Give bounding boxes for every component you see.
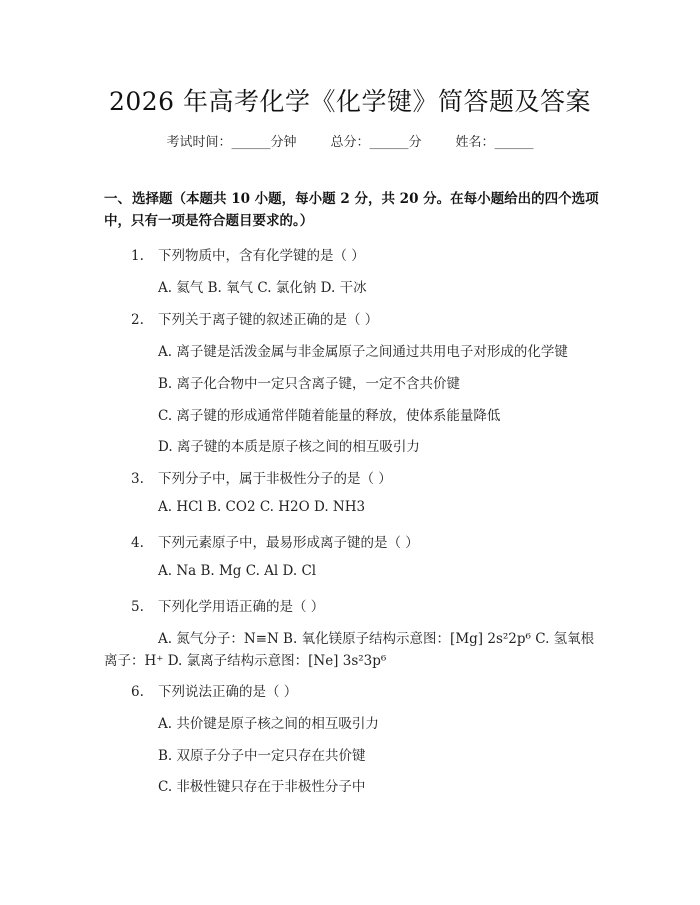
question-text: 下列化学用语正确的是（ ） (158, 599, 325, 615)
question-text: 下列元素原子中，最易形成离子键的是（ ） (158, 535, 419, 551)
question-2-option-b: B. 离子化合物中一定只含离子键，一定不含共价键 (158, 376, 461, 392)
section-heading (104, 188, 604, 232)
question-6-option-b: B. 双原子分子中一定只存在共价键 (158, 748, 366, 764)
question-number: 5. (131, 599, 144, 615)
exam-meta (0, 131, 700, 150)
question-4-options: A. Na B. Mg C. Al D. Cl (158, 563, 317, 579)
question-5-options-line2: 离子：H⁺ D. 氯离子结构示意图：[Ne] 3s²3p⁶ (104, 653, 387, 669)
question-number: 6. (131, 684, 144, 700)
question-number: 4. (131, 535, 144, 551)
question-number: 2. (131, 312, 144, 328)
student-name-label: 姓名：______ (455, 135, 534, 150)
question-text: 下列说法正确的是（ ） (158, 684, 298, 700)
question-3-options: A. HCl B. CO2 C. H2O D. NH3 (158, 499, 366, 515)
question-6 (131, 680, 297, 700)
total-score-label: 总分：______分 (330, 135, 422, 150)
question-1 (131, 244, 365, 264)
section-text-line2: 中，只有一项是符合题目要求的。） (104, 213, 314, 229)
question-1-options: A. 氦气 B. 氧气 C. 氯化钠 D. 干冰 (158, 280, 367, 296)
question-5-options-line1: A. 氮气分子：N≡N B. 氧化镁原子结构示意图：[Mg] 2s²2p⁶ C. 氢氧根 (158, 631, 595, 647)
question-2 (131, 308, 378, 328)
question-2-option-c: C. 离子键的形成通常伴随着能量的释放，使体系能量降低 (158, 408, 501, 424)
question-6-option-c: C. 非极性键只存在于非极性分子中 (158, 779, 366, 795)
question-text: 下列物质中，含有化学键的是（ ） (158, 248, 365, 264)
question-text: 下列关于离子键的叙述正确的是（ ） (158, 312, 379, 328)
question-number: 1. (131, 248, 144, 264)
question-5 (131, 595, 324, 615)
section-number: 一、 (104, 191, 131, 207)
question-2-option-a: A. 离子键是活泼金属与非金属原子之间通过共用电子对形成的化学键 (158, 344, 568, 360)
question-text: 下列分子中，属于非极性分子的是（ ） (158, 471, 392, 487)
section-text-line1: 选择题（本题共 10 小题，每小题 2 分，共 20 分。在每小题给出的四个选项 (132, 191, 599, 207)
question-number: 3. (131, 471, 144, 487)
page-title: 2026 年高考化学《化学键》简答题及答案 (108, 87, 592, 116)
question-3 (131, 467, 392, 487)
question-6-option-a: A. 共价键是原子核之间的相互吸引力 (158, 716, 379, 732)
exam-time-label: 考试时间：______分钟 (166, 135, 297, 150)
question-2-option-d: D. 离子键的本质是原子核之间的相互吸引力 (158, 439, 420, 455)
question-4 (131, 531, 419, 551)
